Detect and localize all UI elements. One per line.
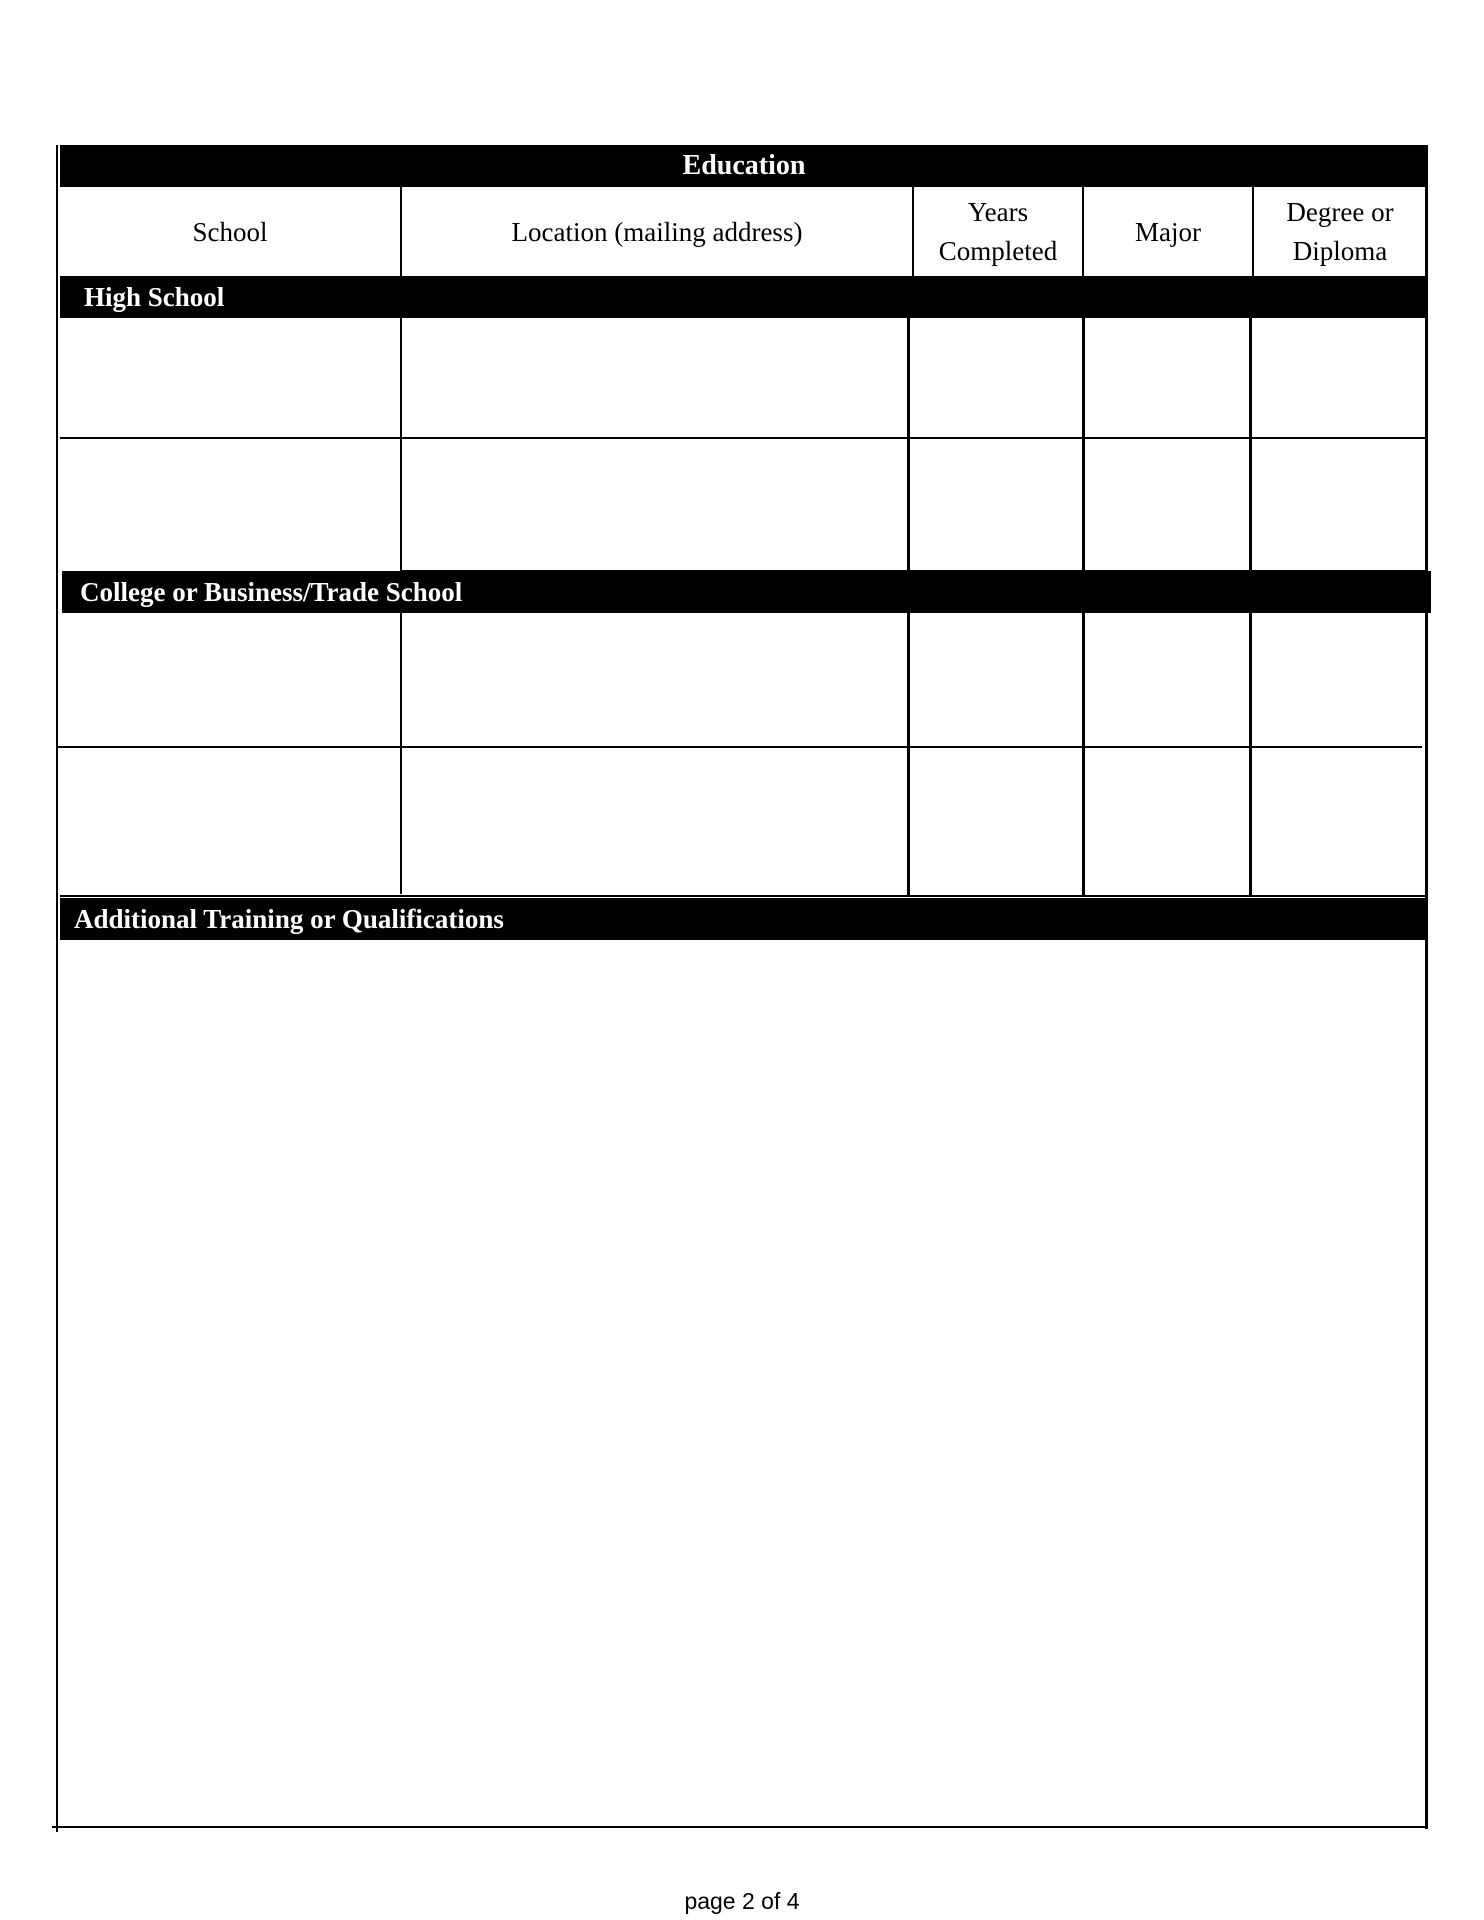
form-left-border [56,145,58,1832]
high-school-row2-major-field[interactable] [1086,440,1248,568]
form-bottom-border [52,1826,1428,1828]
column-header-school: School [192,216,268,247]
column-header-degree-diploma: Degree or Diploma [1286,197,1394,266]
additional-training-textarea[interactable] [60,941,1424,1825]
form-right-border [1425,187,1428,1829]
high-school-row1-years-field[interactable] [911,320,1081,436]
high-school-row1-location-field[interactable] [403,320,906,436]
college-row1-school-field[interactable] [60,615,398,745]
row-divider [60,437,1426,439]
grid-divider [1249,318,1252,574]
college-row2-major-field[interactable] [1086,749,1248,893]
row-divider [56,746,1422,748]
grid-divider [400,318,402,574]
high-school-row2-school-field[interactable] [60,440,398,568]
grid-divider [1082,613,1085,897]
college-row2-degree-field[interactable] [1253,749,1424,893]
high-school-row2-location-field[interactable] [403,440,906,568]
high-school-row1-degree-field[interactable] [1253,320,1424,436]
grid-divider [1082,318,1085,574]
college-row1-degree-field[interactable] [1253,615,1424,745]
section-bar-high-school: High School [60,276,1428,318]
section-bar-college: College or Business/Trade School [62,571,1431,613]
college-row1-location-field[interactable] [403,615,906,745]
high-school-row1-major-field[interactable] [1086,320,1248,436]
header-divider [912,187,914,277]
grid-divider [907,318,910,574]
column-header-major: Major [1135,216,1201,247]
grid-divider [400,613,402,894]
header-divider [400,187,402,277]
grid-divider [1249,613,1252,895]
section-bar-additional-training: Additional Training or Qualifications [60,898,1428,940]
page-number: page 2 of 4 [684,1888,800,1914]
high-school-row2-degree-field[interactable] [1253,440,1424,568]
column-header-location: Location (mailing address) [511,216,803,247]
column-header-years-completed: Years Completed [938,197,1058,266]
college-row1-major-field[interactable] [1086,615,1248,745]
college-row2-school-field[interactable] [60,749,398,893]
college-row2-location-field[interactable] [403,749,906,893]
college-row2-years-field[interactable] [911,749,1081,893]
header-divider [1252,187,1254,277]
row-divider [60,895,1428,897]
education-title-bar: Education [60,145,1428,187]
college-row1-years-field[interactable] [911,615,1081,745]
header-divider [1082,187,1084,277]
high-school-row2-years-field[interactable] [911,440,1081,568]
high-school-row1-school-field[interactable] [60,320,398,436]
grid-divider [907,613,910,896]
